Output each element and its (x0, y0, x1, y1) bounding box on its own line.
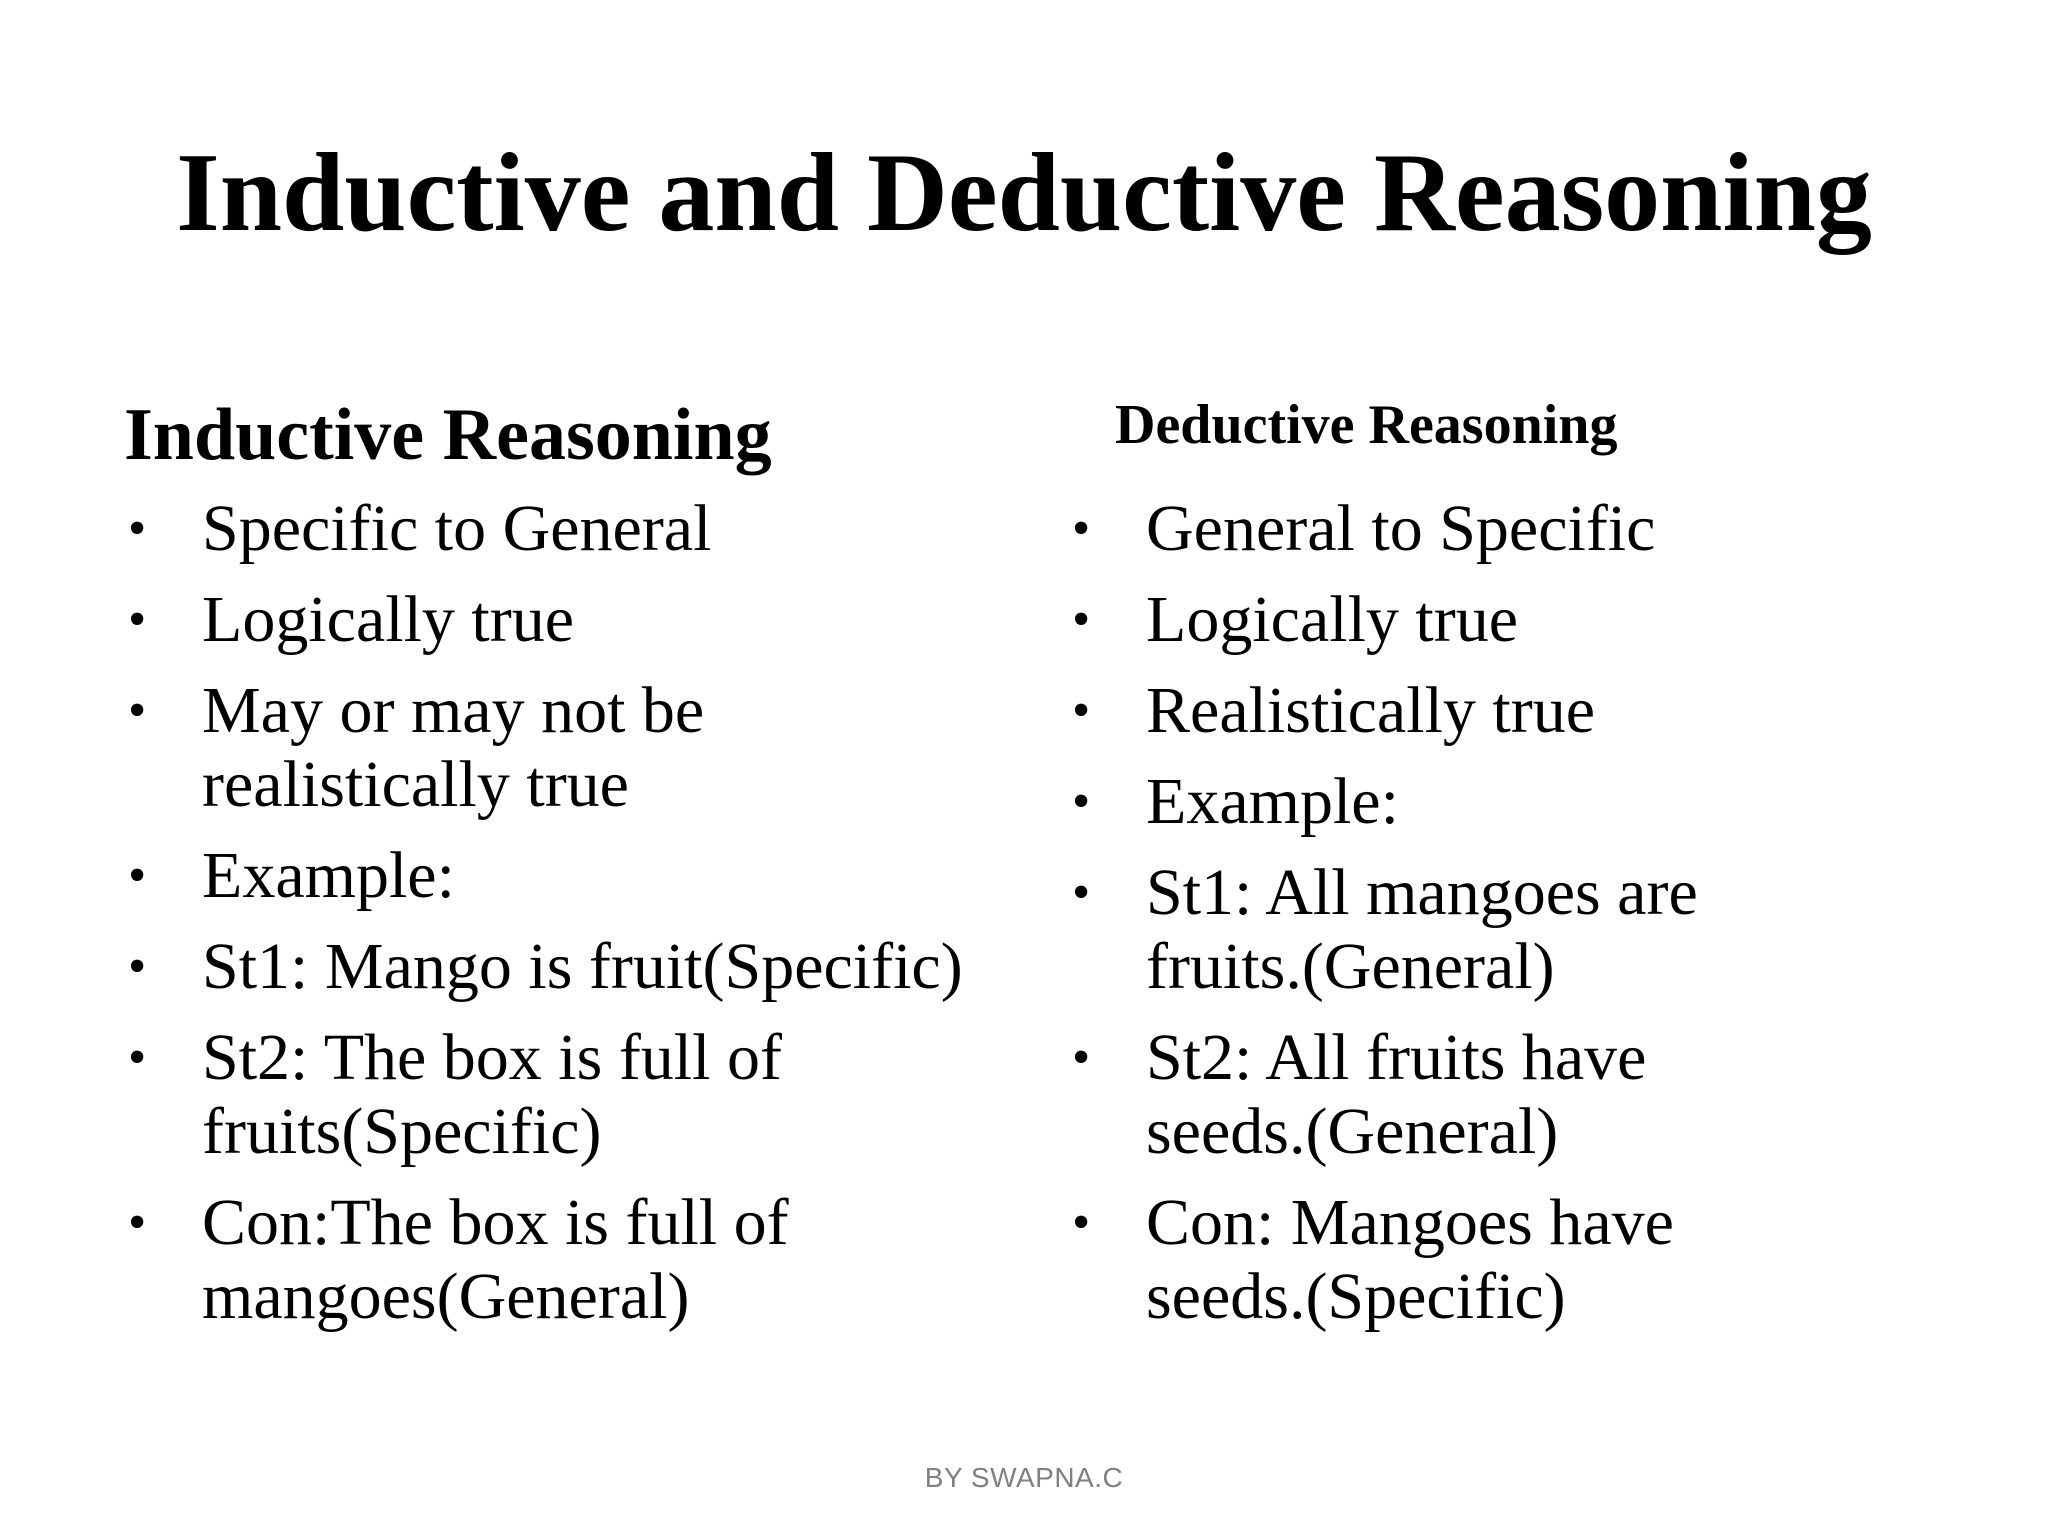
inductive-list (124, 492, 1024, 1334)
bullet-icon: • (1072, 500, 1091, 557)
list-item-text: St1: All mangoes are fruits.(General) (1146, 856, 1698, 1003)
inductive-column (124, 390, 1024, 1351)
list-item-text: General to Specific (1146, 492, 1656, 565)
deductive-column (1068, 390, 1968, 1351)
list-item (124, 930, 1024, 1004)
list-item-text: St2: All fruits have seeds.(General) (1146, 1021, 1647, 1168)
bullet-icon: • (128, 1194, 147, 1251)
bullet-icon: • (1072, 591, 1091, 648)
deductive-list (1068, 492, 1968, 1334)
list-item (124, 1186, 842, 1334)
list-item-text: St2: The box is full of fruits(Specific) (202, 1021, 782, 1168)
deductive-heading: Deductive Reasoning (1115, 394, 1618, 456)
list-item-text: St1: Mango is fruit(Specific) (202, 930, 963, 1003)
list-item (1068, 1021, 1766, 1169)
bullet-icon: • (1072, 682, 1091, 739)
list-item (1068, 765, 1968, 839)
bullet-icon: • (128, 682, 147, 739)
bullet-icon: • (128, 938, 147, 995)
bullet-icon: • (1072, 1194, 1091, 1251)
list-item-text: Realistically true (1146, 674, 1596, 747)
list-item-text: May or may not be realistically true (202, 674, 705, 821)
bullet-icon: • (1072, 1029, 1091, 1086)
list-item (124, 839, 1024, 913)
list-item-text: Con: Mangoes have seeds.(Specific) (1146, 1186, 1674, 1333)
list-item-text: Logically true (1146, 583, 1519, 656)
list-item (124, 674, 802, 822)
inductive-heading: Inductive Reasoning (124, 394, 772, 476)
bullet-icon: • (1072, 864, 1091, 921)
list-item (1068, 1186, 1766, 1334)
bullet-icon: • (1072, 773, 1091, 830)
bullet-icon: • (128, 591, 147, 648)
bullet-icon: • (128, 500, 147, 557)
slide-title: Inductive and Deductive Reasoning (176, 131, 1872, 255)
list-item-text: Specific to General (202, 492, 712, 565)
list-item (1068, 583, 1968, 657)
list-item (124, 1021, 842, 1169)
list-item-text: Example: (1146, 765, 1399, 838)
list-item-text: Con:The box is full of mangoes(General) (202, 1186, 789, 1333)
list-item (124, 583, 1024, 657)
footer-credit: BY SWAPNA.C (924, 1462, 1124, 1493)
list-item-text: Logically true (202, 583, 575, 656)
bullet-icon: • (128, 847, 147, 904)
list-item (1068, 674, 1968, 748)
bullet-icon: • (128, 1029, 147, 1086)
list-item (1068, 856, 1766, 1004)
list-item-text: Example: (202, 839, 455, 912)
list-item (124, 492, 1024, 566)
list-item (1068, 492, 1968, 566)
